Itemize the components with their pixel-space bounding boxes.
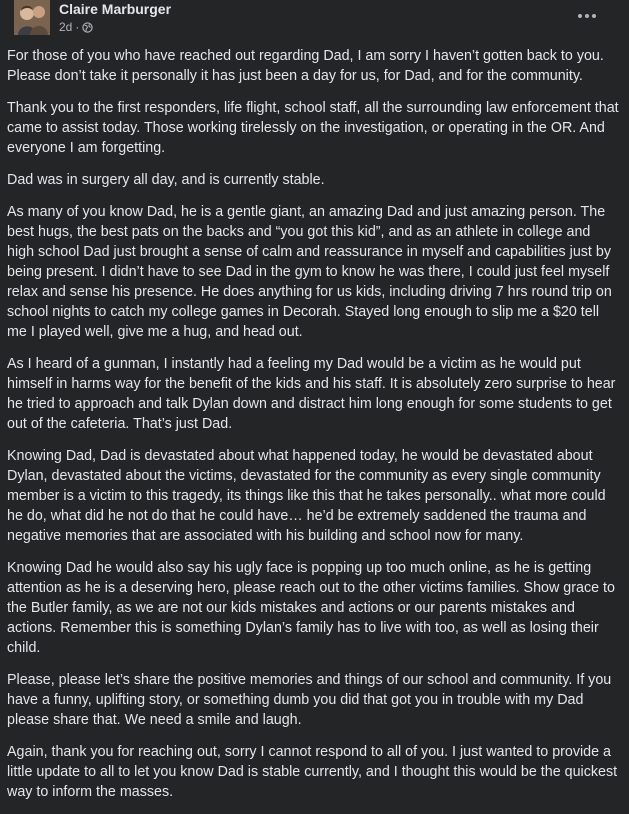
post-paragraph: As many of you know Dad, he is a gentle giant, an amazing Dad and just amazing person. The best hugs, the best pats on the backs and “you got this kid”, and as an athlete in college and high school Dad just brought a sense of calm and reassurance in myself and capabilities just by being present. I didn’t have to see Dad in the gym to know he was there, I could just feel myself relax and sense his presence. He does anything for us kids, including driving 7 hrs round trip on school nights to catch my college games in Decorah. Stayed long enough to slip me a $20 tell me I played well, give me a hug, and head out. <box>7 204 612 340</box>
more-options-icon[interactable] <box>573 6 601 26</box>
post-paragraph: Please, please let’s share the positive memories and things of our school and community. If you have a funny, uplifting story, or something dumb you did that got you in trouble with my Dad please share that. We need a smile and laugh. <box>7 672 612 728</box>
more-dot <box>592 14 596 18</box>
post-header <box>7 0 621 40</box>
globe-icon[interactable] <box>82 22 93 33</box>
more-dot <box>585 14 589 18</box>
post-timestamp[interactable]: 2d <box>59 20 73 34</box>
post-paragraph: As I heard of a gunman, I instantly had a feeling my Dad would be a victim as he would put himself in harms way for the benefit of the kids and his staff. It is absolutely zero surprise to hear he tried to approach and talk Dylan down and distract him long enough for some students to get out of the cafeteria. That’s just Dad. <box>7 356 616 432</box>
post-paragraph: Dad was in surgery all day, and is currently stable. <box>7 172 325 188</box>
post-paragraph: Thank you to the first responders, life flight, school staff, all the surrounding law enforcement that came to assist today. Those working tirelessly on the investigation, or operating in the OR. And everyone I am forgetting. <box>7 100 619 156</box>
post-meta <box>59 20 93 34</box>
post-paragraph: For those of you who have reached out regarding Dad, I am sorry I haven’t gotten back to you. Please don’t take it personally it has just been a day for us, for Dad, and for the community. <box>7 48 604 84</box>
post-paragraph: Knowing Dad, Dad is devastated about what happened today, he would be devastated about Dylan, devastated about the victims, devastated for the community as every single community member is a victim to this tragedy, its things like this that he takes personally.. what more could he do, what did he not do that he could have… he’d be extremely saddened the trauma and negative memories that are associated with his building and school now for many. <box>7 448 606 544</box>
meta-separator: · <box>75 20 80 34</box>
more-dot <box>578 14 582 18</box>
author-name[interactable]: Claire Marburger <box>59 1 172 17</box>
post-body <box>7 46 619 814</box>
avatar[interactable] <box>14 0 50 35</box>
post-paragraph: Again, thank you for reaching out, sorry I cannot respond to all of you. I just wanted to provide a little update to all to let you know Dad is stable currently, and I thought this would be the quickest way to inform the masses. <box>7 744 618 800</box>
post-paragraph: Knowing Dad he would also say his ugly face is popping up too much online, as he is getting attention as he is a deserving hero, please reach out to the other victims families. Show grace to the Butler family, as we are not our kids mistakes and actions or our parents mistakes and actions. Remember this is something Dylan’s family has to live with too, as well as losing their child. <box>7 560 615 656</box>
avatar-image <box>14 0 50 35</box>
